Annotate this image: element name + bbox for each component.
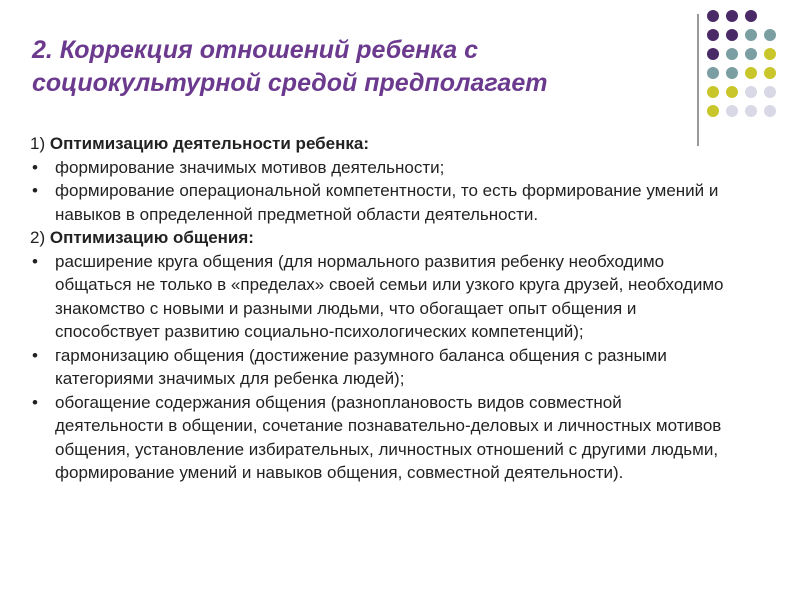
decorative-dot-grid: [707, 10, 787, 130]
section-heading-text: Оптимизацию деятельности ребенка:: [49, 134, 370, 153]
decorative-dot: [764, 48, 776, 60]
decorative-dot: [745, 29, 757, 41]
section-number: 2): [30, 228, 46, 247]
decorative-dot: [726, 10, 738, 22]
decorative-dot: [707, 10, 719, 22]
bullet-icon: •: [32, 181, 38, 200]
list-item-text: формирование операциональной компетентности, то есть формирование умений и навыков в определенной предметной области деятельности.: [55, 181, 719, 224]
decorative-dot: [745, 48, 757, 60]
decorative-dot: [726, 86, 738, 98]
decorative-dot: [726, 29, 738, 41]
list-item: [30, 179, 730, 226]
decorative-dot: [726, 105, 738, 117]
decorative-dot: [764, 86, 776, 98]
list-item: [30, 344, 730, 391]
slide-body: [30, 132, 730, 485]
vertical-divider: [697, 14, 699, 146]
list-item: [30, 391, 730, 485]
list-item-text: обогащение содержания общения (разноплановость видов совместной деятельности в общении, сочетание познавательно-деловых и личностных мотивов общения, установление избирательных, личностных отношений с другими людьми, формирование умений и навыков общения, совместной деятельности).: [55, 392, 722, 482]
decorative-dot: [726, 48, 738, 60]
decorative-dot: [707, 105, 719, 117]
bullet-icon: •: [32, 392, 38, 412]
decorative-dot: [745, 10, 757, 22]
list-item-text: расширение круга общения (для нормального развития ребенку необходимо общаться не только в «пределах» своей семьи или узкого круга друзей, необходимо знакомство с новыми и разными людьми, что обогащает опыт общения и способствует развитию социально-психологических компетенций);: [55, 251, 724, 341]
section-heading-2: [30, 226, 730, 250]
decorative-dot: [745, 86, 757, 98]
list-item: [30, 250, 730, 344]
title-line-1: 2. Коррекция отношений ребенка с: [32, 36, 478, 64]
decorative-dot: [707, 86, 719, 98]
slide-title: [32, 34, 672, 100]
decorative-dot: [764, 105, 776, 117]
decorative-dot: [764, 67, 776, 79]
decorative-dot: [707, 48, 719, 60]
bullet-list-1: [30, 156, 730, 227]
bullet-icon: •: [32, 251, 38, 271]
bullet-icon: •: [32, 157, 38, 177]
list-item: [30, 156, 730, 180]
list-item-text: формирование значимых мотивов деятельности;: [55, 157, 445, 177]
decorative-dot: [707, 67, 719, 79]
bullet-list-2: [30, 250, 730, 485]
decorative-dot: [764, 29, 776, 41]
decorative-dot: [726, 67, 738, 79]
title-line-2: социокультурной средой предполагает: [32, 69, 548, 97]
decorative-dot: [745, 67, 757, 79]
section-heading-text: Оптимизацию общения:: [49, 228, 254, 247]
decorative-dot: [707, 29, 719, 41]
bullet-icon: •: [32, 345, 38, 365]
list-item-text: гармонизацию общения (достижение разумного баланса общения с разными категориями значимых для ребенка людей);: [55, 345, 667, 388]
section-number: 1): [30, 134, 46, 153]
section-heading-1: [30, 132, 730, 156]
decorative-dot: [745, 105, 757, 117]
